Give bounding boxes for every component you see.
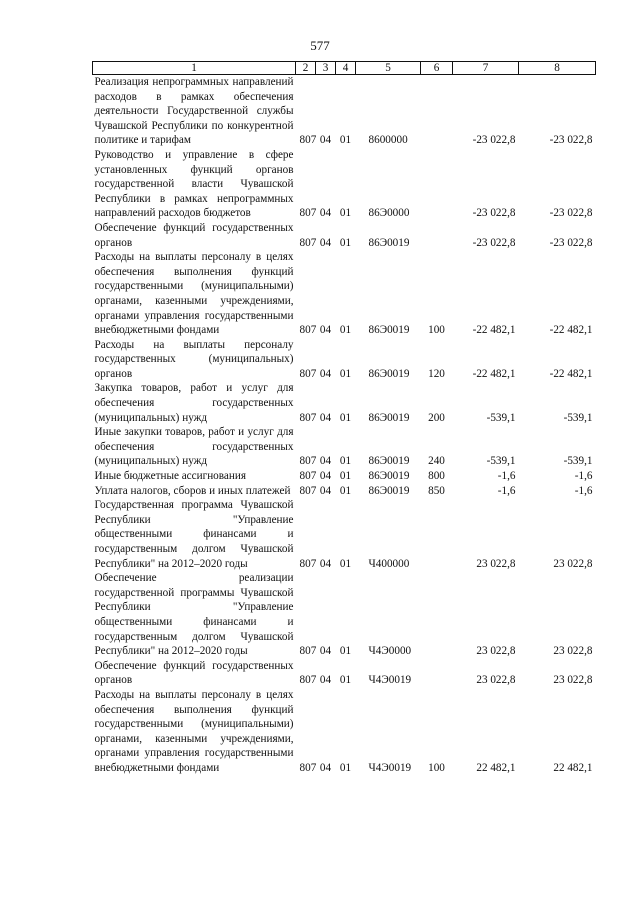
row-amount-col8: -539,1 [563, 455, 593, 468]
budget-table [92, 61, 596, 776]
row-target-article-code: 86Э0019 [368, 470, 410, 483]
header-col-1: 1 [93, 62, 296, 75]
row-target-article-code: 86Э0019 [368, 484, 410, 497]
row-expense-type-code: 100 [428, 324, 445, 337]
row-name: Государственная программа Чувашской Республики "Управление общественными финансами и государственным долгом Чувашской Республики" на 2012–2020 годы [94, 499, 294, 570]
row-amount-col7: 22 482,1 [476, 761, 516, 774]
row-name: Иные закупки товаров, работ и услуг для обеспечения государственных (муниципальных) нужд [94, 426, 294, 468]
row-amount-col8: -1,6 [574, 470, 593, 483]
row-target-article-code: 86Э0019 [368, 324, 410, 337]
header-col-6: 6 [421, 62, 453, 75]
row-grbs-code: 807 [299, 236, 317, 249]
row-target-article-code: 86Э0000 [368, 207, 410, 220]
row-subsection-code: 01 [339, 367, 352, 380]
row-grbs-code: 807 [299, 324, 317, 337]
table-row [93, 688, 596, 776]
row-target-article-code: 86Э0019 [368, 455, 410, 468]
row-section-code: 04 [319, 411, 332, 424]
row-subsection-code: 01 [339, 236, 352, 249]
row-amount-col7: -1,6 [497, 484, 516, 497]
row-section-code: 04 [319, 484, 332, 497]
row-subsection-code: 01 [339, 134, 352, 147]
row-expense-type-code [421, 571, 453, 659]
table-row [93, 571, 596, 659]
row-grbs-code: 807 [299, 367, 317, 380]
table-row [93, 75, 596, 148]
row-section-code: 04 [319, 324, 332, 337]
row-name: Расходы на выплаты персоналу в целях обеспечения выполнения функций государственными (муниципальными) органами, казенными учреждениями, органами управления государственными внебюджетными фондами [94, 688, 294, 774]
table-row [93, 250, 596, 338]
row-subsection-code: 01 [339, 761, 352, 774]
row-expense-type-code [421, 75, 453, 148]
row-section-code: 04 [319, 207, 332, 220]
row-amount-col8: -23 022,8 [549, 207, 593, 220]
row-name: Реализация непрограммных направлений расходов в рамках обеспечения деятельности Государственной службы Чувашской Республики по конкурентной политике и тарифам [94, 76, 294, 147]
row-name: Закупка товаров, работ и услуг для обеспечения государственных (муниципальных) нужд [94, 382, 294, 424]
row-amount-col7: -23 022,8 [472, 134, 516, 147]
row-expense-type-code [421, 498, 453, 571]
row-amount-col7: 23 022,8 [476, 645, 516, 658]
row-grbs-code: 807 [299, 645, 317, 658]
header-col-5: 5 [356, 62, 421, 75]
row-target-article-code: Ч4Э0000 [368, 645, 412, 658]
row-target-article-code: 86Э0019 [368, 236, 410, 249]
row-grbs-code: 807 [299, 134, 317, 147]
table-row [93, 469, 596, 484]
row-expense-type-code: 240 [428, 455, 445, 468]
row-target-article-code: 8600000 [368, 134, 408, 147]
row-amount-col7: -539,1 [486, 455, 516, 468]
row-grbs-code: 807 [299, 674, 317, 687]
table-row [93, 148, 596, 221]
row-amount-col7: -22 482,1 [472, 324, 516, 337]
row-amount-col8: -23 022,8 [549, 134, 593, 147]
row-expense-type-code: 100 [428, 761, 445, 774]
row-amount-col8: 22 482,1 [553, 761, 593, 774]
row-amount-col8: 23 022,8 [553, 674, 593, 687]
row-target-article-code: 86Э0019 [368, 367, 410, 380]
row-grbs-code: 807 [299, 761, 317, 774]
row-amount-col7: -539,1 [486, 411, 516, 424]
page-number: 577 [310, 38, 330, 53]
row-section-code: 04 [319, 236, 332, 249]
row-section-code: 04 [319, 367, 332, 380]
row-amount-col8: 23 022,8 [553, 645, 593, 658]
row-grbs-code: 807 [299, 557, 317, 570]
row-amount-col7: -1,6 [497, 470, 516, 483]
row-subsection-code: 01 [339, 207, 352, 220]
row-amount-col7: -23 022,8 [472, 236, 516, 249]
row-amount-col7: -22 482,1 [472, 367, 516, 380]
header-row [93, 62, 596, 75]
row-subsection-code: 01 [339, 645, 352, 658]
row-expense-type-code [421, 148, 453, 221]
header-col-8: 8 [519, 62, 596, 75]
row-target-article-code: Ч4Э0019 [368, 761, 412, 774]
table-row [93, 338, 596, 382]
table-row [93, 484, 596, 499]
row-target-article-code: Ч400000 [368, 557, 410, 570]
row-expense-type-code: 200 [428, 411, 445, 424]
row-section-code: 04 [319, 645, 332, 658]
table-row [93, 381, 596, 425]
row-amount-col8: 23 022,8 [553, 557, 593, 570]
row-expense-type-code: 850 [428, 484, 445, 497]
row-name: Обеспечение функций государственных органов [94, 221, 294, 249]
header-col-2: 2 [296, 62, 316, 75]
row-name: Руководство и управление в сфере установленных функций органов государственной власти Чувашской Республики в рамках непрограммных направлений расходов бюджетов [94, 148, 294, 220]
row-amount-col8: -539,1 [563, 411, 593, 424]
row-amount-col8: -1,6 [574, 484, 593, 497]
row-amount-col8: -22 482,1 [549, 367, 593, 380]
row-name: Обеспечение функций государственных органов [94, 659, 294, 687]
row-subsection-code: 01 [339, 484, 352, 497]
row-subsection-code: 01 [339, 455, 352, 468]
row-amount-col7: -23 022,8 [472, 207, 516, 220]
row-expense-type-code [421, 659, 453, 688]
row-section-code: 04 [319, 134, 332, 147]
row-section-code: 04 [319, 557, 332, 570]
row-amount-col8: -22 482,1 [549, 324, 593, 337]
table-row [93, 425, 596, 469]
row-subsection-code: 01 [339, 674, 352, 687]
table-row [93, 221, 596, 250]
row-subsection-code: 01 [339, 324, 352, 337]
header-col-4: 4 [336, 62, 356, 75]
table-body [93, 75, 596, 776]
row-amount-col7: 23 022,8 [476, 674, 516, 687]
row-grbs-code: 807 [299, 411, 317, 424]
row-subsection-code: 01 [339, 470, 352, 483]
row-amount-col8: -23 022,8 [549, 236, 593, 249]
header-col-3: 3 [316, 62, 336, 75]
row-name: Обеспечение реализации государственной программы Чувашской Республики "Управление общественными финансами и государственным долгом Чувашской Республики" на 2012–2020 годы [94, 572, 294, 658]
row-name: Расходы на выплаты персоналу государственных (муниципальных) органов [94, 338, 294, 380]
row-grbs-code: 807 [299, 207, 317, 220]
row-expense-type-code [421, 221, 453, 250]
row-section-code: 04 [319, 470, 332, 483]
row-target-article-code: 86Э0019 [368, 411, 410, 424]
row-grbs-code: 807 [299, 470, 317, 483]
header-col-7: 7 [453, 62, 519, 75]
row-name: Иные бюджетные ассигнования [94, 470, 246, 483]
row-expense-type-code: 800 [428, 470, 445, 483]
row-subsection-code: 01 [339, 557, 352, 570]
table-row [93, 659, 596, 688]
row-grbs-code: 807 [299, 484, 317, 497]
row-amount-col7: 23 022,8 [476, 557, 516, 570]
row-grbs-code: 807 [299, 455, 317, 468]
row-section-code: 04 [319, 761, 332, 774]
row-name: Расходы на выплаты персоналу в целях обеспечения выполнения функций государственными (муниципальными) органами, казенными учреждениями, органами управления государственными внебюджетными фондами [94, 251, 294, 337]
row-expense-type-code: 120 [428, 367, 445, 380]
row-section-code: 04 [319, 455, 332, 468]
row-name: Уплата налогов, сборов и иных платежей [94, 484, 291, 497]
row-subsection-code: 01 [339, 411, 352, 424]
row-section-code: 04 [319, 674, 332, 687]
table-row [93, 498, 596, 571]
row-target-article-code: Ч4Э0019 [368, 674, 412, 687]
